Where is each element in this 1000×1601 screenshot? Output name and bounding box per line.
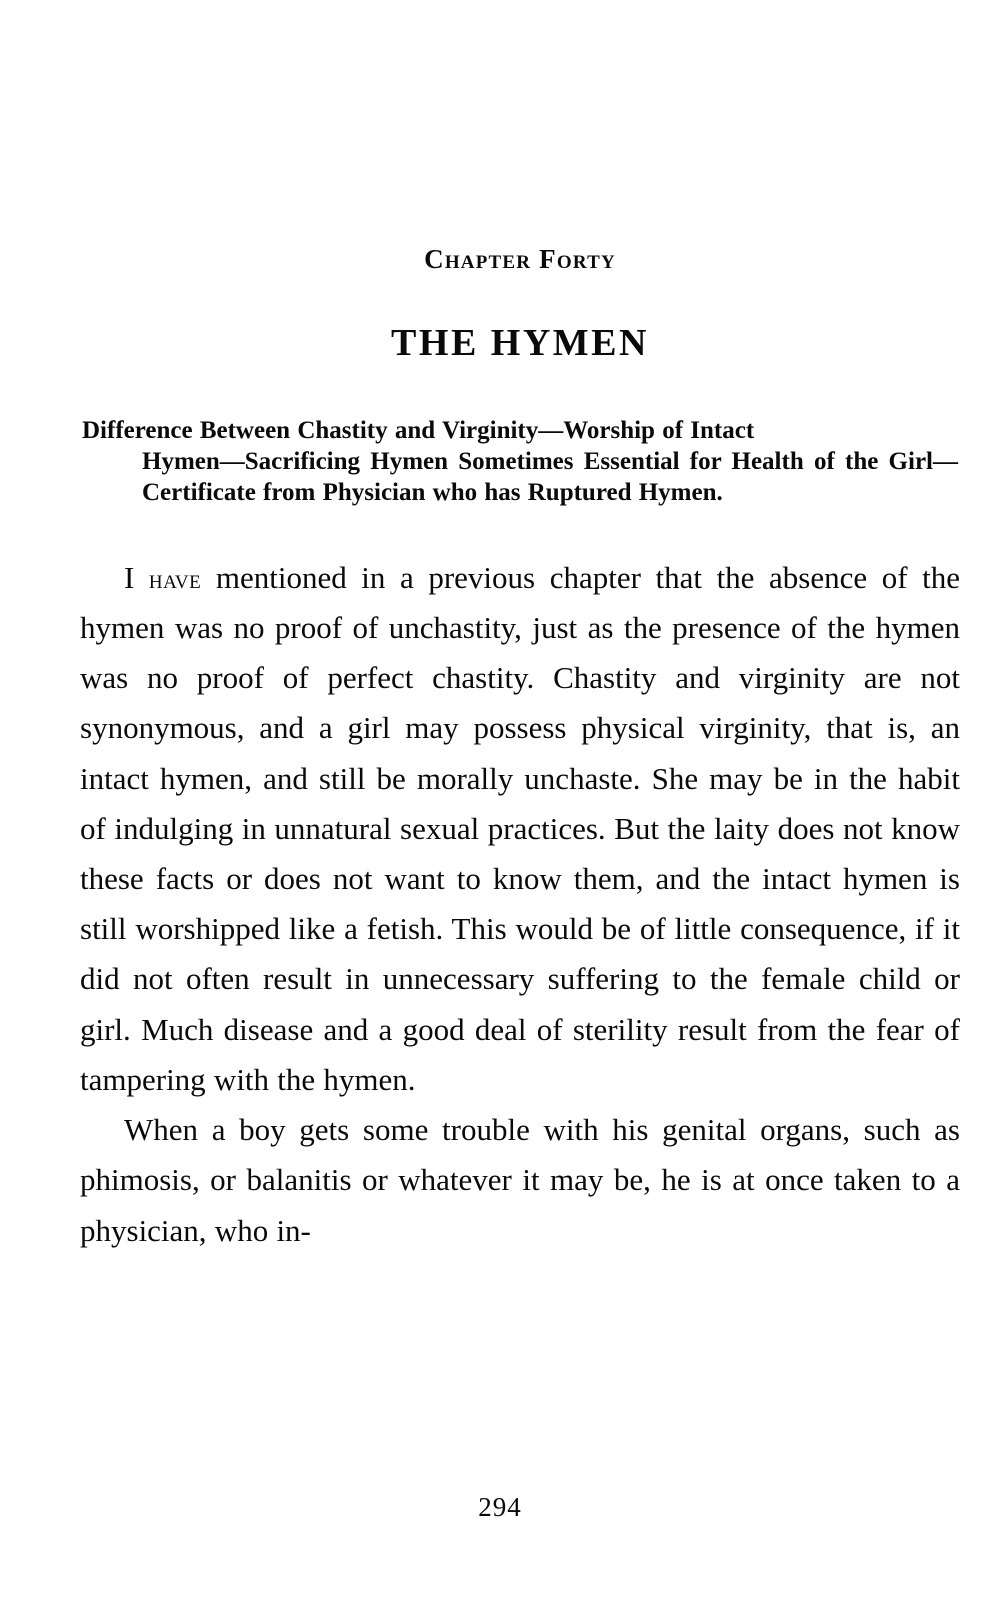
body-paragraph-1 <box>80 553 960 1105</box>
paragraph-smallcaps-opening: have <box>148 563 202 594</box>
synopsis-remainder: Hymen—Sacrificing Hymen Sometimes Essential for Health of the Girl—Certificate from Physician who has Ruptured Hymen. <box>142 448 958 506</box>
paragraph-1-text: mentioned in a previous chapter that the absence of the hymen was no proof of unchastity, just as the presence of the hymen was no proof of perfect chastity. Chastity and virginity are not synonymous, and a girl may possess physical virginity, that is, an intact hymen, and still be morally unchaste. She may be in the habit of indulging in unnatural sexual practices. But the laity does not know these facts or does not want to know them, and the intact hymen is still worshipped like a fetish. This would be of little consequence, if it did not often result in unnecessary suffering to the female child or girl. Much disease and a good deal of sterility result from the fear of tampering with the hymen. <box>80 559 961 1097</box>
page-content <box>80 245 960 1256</box>
chapter-title-heading: THE HYMEN <box>391 321 649 364</box>
page-number: 294 <box>478 1492 522 1522</box>
chapter-synopsis <box>80 416 960 508</box>
body-paragraph-2: When a boy gets some trouble with his genital organs, such as phimosis, or balanitis or whatever it may be, he is at once taken to a physician, who in- <box>80 1112 960 1248</box>
chapter-number-heading: Chapter Forty <box>424 244 616 274</box>
synopsis-first-line: Difference Between Chastity and Virginity—Worship of Intact <box>82 417 755 445</box>
paragraph-lead-letter: I <box>124 559 135 595</box>
